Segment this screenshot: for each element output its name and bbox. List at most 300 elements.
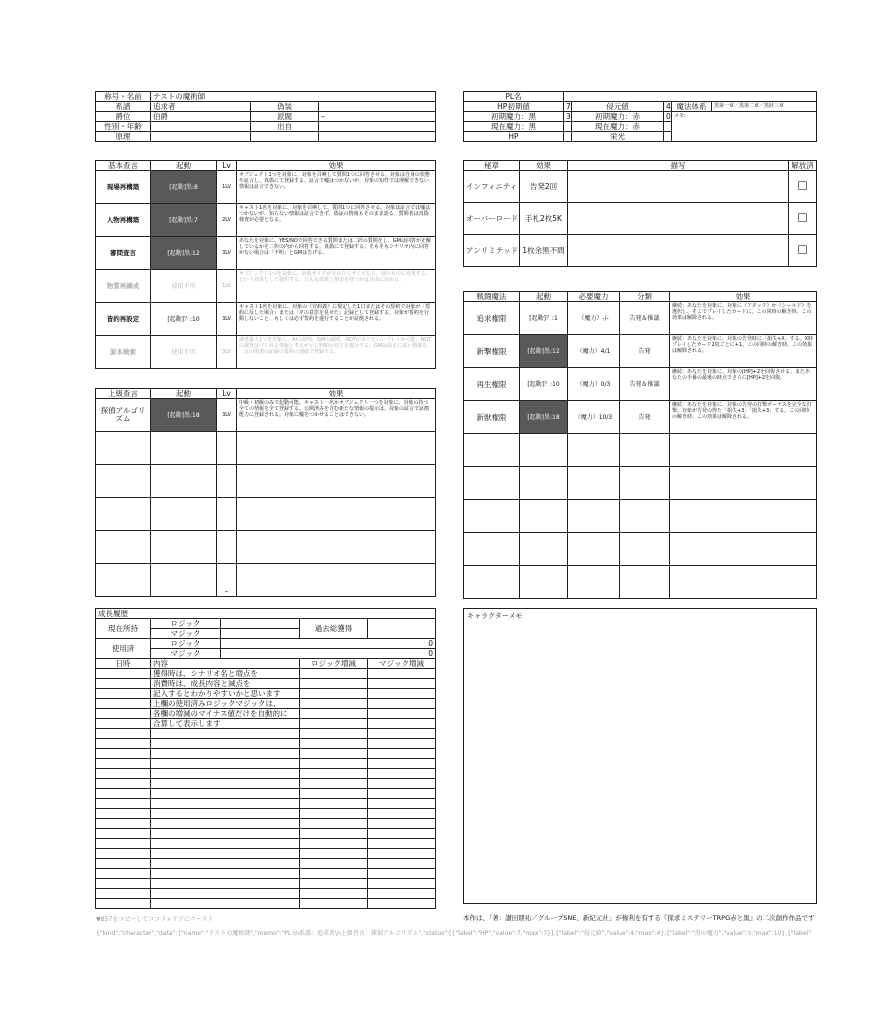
entry-date[interactable] [96,759,151,769]
magic-label: マジック [151,649,221,659]
entry-logic[interactable] [300,849,368,859]
magic-trigger[interactable]: [起動]黒:12 [520,335,568,368]
seal-row [464,235,817,267]
empty-cell[interactable] [237,432,436,465]
column-header: 解放済 [789,161,817,171]
entry-magic[interactable] [368,719,436,729]
growth-entry-row [96,819,436,829]
column-header: 上級查言 [96,389,151,399]
skill-effect: オブジェクト1つを対象に、対象サイズが手のひらサイズなら、別のものに変更する。という効果として使用する。どんな効果と損害を持つかは自由に決める。 [237,270,436,303]
entry-content[interactable] [151,889,300,899]
growth-title: 成長履歴 [96,609,436,619]
upper-empty-row [96,564,436,597]
entry-date[interactable] [96,709,151,719]
basic-header [96,161,436,171]
entry-content[interactable] [151,729,300,739]
entry-magic[interactable] [368,879,436,889]
entry-magic[interactable] [368,679,436,689]
entry-magic[interactable] [368,829,436,839]
column-header: マジック増減 [368,659,436,669]
empty-cell[interactable] [151,498,217,531]
entry-date[interactable] [96,729,151,739]
system-value: 黒第一章／黒第二章／黒狀三章 [712,102,817,112]
entry-magic[interactable] [368,699,436,709]
magic-row [464,302,817,335]
profile-row [96,122,436,132]
entry-magic[interactable] [368,859,436,869]
growth-entry-row [96,669,436,679]
entry-date[interactable] [96,889,151,899]
empty-cell[interactable] [217,465,237,498]
total-label: 過去総獲得 [300,619,368,639]
magic-cost: （魔力）4/1 [568,335,620,368]
released-checkbox[interactable] [798,213,807,222]
released-checkbox[interactable] [798,245,807,254]
seal-released-cell [789,171,817,203]
skill-level: 1LV [217,270,237,303]
entry-content[interactable] [151,849,300,859]
empty-cell[interactable] [151,564,217,597]
growth-history-table [95,608,436,909]
character-memo[interactable] [463,608,817,904]
seal-released-cell [789,235,817,267]
empty-cell[interactable] [670,533,817,566]
pl-memo[interactable]: メモ: [672,112,817,142]
seal-row [464,171,817,203]
entry-logic[interactable] [300,869,368,879]
empty-cell[interactable] [520,467,568,500]
pl-name-label: PL名 [464,92,564,102]
seal-released-cell [789,203,817,235]
column-header: 効果 [670,292,817,302]
entry-magic[interactable] [368,739,436,749]
entry-magic[interactable] [368,839,436,849]
entry-content[interactable] [151,819,300,829]
stat-label: 初期魔力：黒 [464,112,564,122]
entry-magic[interactable] [368,809,436,819]
column-header: 基本查言 [96,161,151,171]
empty-cell[interactable] [237,498,436,531]
entry-logic[interactable] [300,779,368,789]
seal-row [464,203,817,235]
stat-value[interactable] [564,122,572,132]
profile-label: 性別・年齢 [96,122,151,132]
empty-cell[interactable] [568,500,620,533]
empty-cell[interactable] [217,432,237,465]
entry-content[interactable] [151,879,300,889]
profile-value[interactable] [319,132,436,142]
growth-entry-row [96,759,436,769]
used-label: 使用済 [96,639,151,659]
seal-name: アンリミテッド [464,235,520,267]
entry-logic[interactable] [300,789,368,799]
stat-value[interactable]: 7 [564,102,572,112]
empty-cell[interactable] [464,566,520,599]
growth-entry-row [96,709,436,719]
stat-label: HP [464,132,564,142]
column-header: 日時 [96,659,151,669]
entry-logic[interactable] [300,799,368,809]
growth-entry-row [96,899,436,909]
entry-logic[interactable] [300,709,368,719]
empty-cell[interactable] [620,467,670,500]
stat-value[interactable] [564,132,572,142]
seal-description[interactable] [568,203,789,235]
skill-trigger[interactable]: [起動]黒:18 [151,399,217,432]
empty-cell[interactable] [620,434,670,467]
entry-content[interactable]: 上欄の使用済みロジックマジックは、 [151,699,300,709]
current-logic-value [221,619,300,629]
entry-date[interactable] [96,669,151,679]
column-header: 内容 [151,659,300,669]
column-header: 効果 [520,161,568,171]
pl-stat-row [464,112,817,122]
entry-date[interactable] [96,809,151,819]
copy-note: ▼B57をコピーしてココフォリアにペースト [96,916,214,923]
empty-cell[interactable] [464,533,520,566]
entry-magic[interactable] [368,669,436,679]
magic-trigger[interactable]: [起動]？:1 [520,302,568,335]
entry-logic[interactable] [300,679,368,689]
magic-name: 新撃権限 [464,335,520,368]
skill-effect: 調査最大1つを対象に、AIの説明、GMの説明、NOTがありといいプレイが可能。NOTの調査は守られる情報と考えが示し明暗の双方を提示する。GMは設定に従い情報を、一定の関連の記録の誓約の連続で登録する。 [237,336,436,369]
entry-content[interactable]: 消費時は、成長内容と減点を [151,679,300,689]
skill-trigger[interactable]: [起動]黒:7 [151,204,217,237]
empty-cell[interactable] [670,434,817,467]
entry-logic[interactable] [300,689,368,699]
empty-cell[interactable] [237,465,436,498]
skill-level: 3LV [217,237,237,270]
basic-skill-row [96,237,436,270]
magic-row [464,401,817,434]
profile-value[interactable]: 伯爵 [151,112,251,122]
empty-cell[interactable] [520,434,568,467]
entry-magic[interactable] [368,779,436,789]
released-checkbox[interactable] [798,181,807,190]
growth-entry-row [96,799,436,809]
skill-level: 1LV [217,171,237,204]
growth-entry-row [96,769,436,779]
entry-magic[interactable] [368,849,436,859]
profile-row [96,92,436,102]
entry-magic[interactable] [368,889,436,899]
profile-label: 偽装 [251,102,319,112]
skill-effect: オブジェクト1つを対象に、対象を召喚して質問1つに回答させる。対象は自身の状態や証言し、真偽にて登録する。証言で嘘はつかないが、対象の知性では理解できない情報は証言できない。 [237,171,436,204]
entry-logic[interactable] [300,859,368,869]
empty-cell[interactable] [464,467,520,500]
entry-magic[interactable] [368,709,436,719]
entry-magic[interactable] [368,799,436,809]
empty-cell[interactable] [96,498,151,531]
profile-value[interactable] [151,122,251,132]
empty-cell[interactable] [237,564,436,597]
profile-value[interactable] [151,132,251,142]
entry-logic[interactable] [300,739,368,749]
upper-header [96,389,436,399]
profile-label: 派閥 [251,112,319,122]
profile-row [96,132,436,142]
entry-date[interactable] [96,819,151,829]
magic-empty-row [464,434,817,467]
profile-value[interactable] [319,102,436,112]
upper-skill-table [95,388,436,597]
entry-content[interactable]: 合算して表示します [151,719,300,729]
entry-date[interactable] [96,839,151,849]
entry-content[interactable] [151,749,300,759]
stat-value[interactable]: 0 [664,112,672,122]
entry-logic[interactable] [300,669,368,679]
entry-logic[interactable] [300,749,368,759]
growth-entry-row [96,679,436,689]
entry-logic[interactable] [300,829,368,839]
magic-empty-row [464,467,817,500]
entry-content[interactable]: 各欄の増減のマイナス値だけを自動的に [151,709,300,719]
profile-label: 爵位 [96,112,151,122]
empty-cell[interactable] [568,467,620,500]
magic-trigger[interactable]: [起動]黒:18 [520,401,568,434]
entry-magic[interactable] [368,899,436,909]
entry-content[interactable] [151,839,300,849]
entry-logic[interactable] [300,839,368,849]
entry-content[interactable] [151,869,300,879]
basic-skill-row [96,204,436,237]
entry-magic[interactable] [368,689,436,699]
magic-cost: （魔力）10/3 [568,401,620,434]
empty-cell[interactable] [151,432,217,465]
entry-magic[interactable] [368,749,436,759]
growth-entry-row [96,849,436,859]
growth-entry-row [96,869,436,879]
magic-type: 告発＆推議 [620,368,670,401]
player-table [463,91,817,142]
profile-value[interactable] [319,122,436,132]
growth-entry-row [96,859,436,869]
entry-date[interactable] [96,879,151,889]
empty-cell[interactable] [151,465,217,498]
used-logic-value: 0 [221,639,436,649]
skill-trigger[interactable]: [起動]？:10 [151,303,217,336]
empty-cell[interactable] [237,531,436,564]
skill-name: 原本検索 [96,336,151,369]
growth-entry-row [96,739,436,749]
entry-logic[interactable] [300,879,368,889]
empty-cell[interactable] [96,432,151,465]
entry-magic[interactable] [368,789,436,799]
entry-date[interactable] [96,689,151,699]
entry-date[interactable] [96,719,151,729]
column-header: 必要魔力 [568,292,620,302]
basic-skill-row [96,303,436,336]
skill-effect: あなたを対象に、YES/NOで回答できる質問または二択の質問をし、GMは回答が正解しているかを二択の内から回答する。真偽にて登録する。そもそもシナリオ内に回答がない場合は「不明」とGMは告げる。 [237,237,436,270]
entry-date[interactable] [96,699,151,709]
skill-trigger[interactable]: 使用不可 [151,270,217,303]
skill-trigger[interactable]: [起動]黒:8 [151,171,217,204]
upper-empty-row [96,531,436,564]
entry-magic[interactable] [368,869,436,879]
entry-date[interactable] [96,779,151,789]
growth-entry-row [96,829,436,839]
seal-effect: 手札2枚5K [520,203,568,235]
upper-empty-row [96,432,436,465]
skill-name: 人物再構築 [96,204,151,237]
entry-date[interactable] [96,869,151,879]
magic-effect: 継続：あなたを対象に、対象に《アタック》か《シールド》を選択し、そこでプレイしたカードに、この同時の解き時、この効果は解除される。 [670,302,817,335]
growth-used-row [96,639,436,649]
entry-content[interactable] [151,759,300,769]
entry-content[interactable] [151,809,300,819]
empty-cell[interactable] [151,531,217,564]
entry-logic[interactable] [300,719,368,729]
entry-content[interactable] [151,739,300,749]
column-header: 戦闘魔法 [464,292,520,302]
empty-cell[interactable] [568,533,620,566]
magic-effect: 継続：あなたを対象に、対象の告発の打撃ボーナスを完全な打撃。対象が告発の得た「損失+3」「損失+3」する。この同時の解き時、この効果は解除される。 [670,401,817,434]
profile-value[interactable]: 追求者 [151,102,251,112]
profile-label: 系譜 [96,102,151,112]
entry-date[interactable] [96,749,151,759]
magic-empty-row [464,566,817,599]
growth-title-row [96,609,436,619]
entry-content[interactable] [151,769,300,779]
empty-cell[interactable] [670,467,817,500]
empty-cell[interactable] [670,566,817,599]
entry-date[interactable] [96,769,151,779]
entry-logic[interactable] [300,819,368,829]
empty-cell[interactable] [464,500,520,533]
magic-trigger[interactable]: [起動]？:10 [520,368,568,401]
empty-cell[interactable] [620,566,670,599]
empty-cell[interactable] [520,533,568,566]
profile-value[interactable]: – [319,112,436,122]
upper-empty-row [96,498,436,531]
empty-cell[interactable] [568,434,620,467]
entry-date[interactable] [96,739,151,749]
entry-content[interactable] [151,799,300,809]
empty-cell[interactable] [96,465,151,498]
profile-label: 原理 [96,132,151,142]
skill-level: 3LV [217,336,237,369]
entry-date[interactable] [96,789,151,799]
entry-logic[interactable] [300,809,368,819]
empty-cell[interactable] [520,566,568,599]
used-magic-value: 0 [221,649,436,659]
profile-label [251,132,319,142]
profile-label: 称号・名前 [96,92,151,102]
empty-cell[interactable] [568,566,620,599]
stat-label: 現在魔力：黒 [464,122,564,132]
growth-entry-row [96,699,436,709]
empty-cell[interactable] [620,500,670,533]
column-header: 起動 [151,389,217,399]
stat-value[interactable]: 3 [564,112,572,122]
total-value [368,619,436,639]
skill-name: 物質再繰成 [96,270,151,303]
growth-col-header [96,659,436,669]
entry-date[interactable] [96,859,151,869]
growth-entry-row [96,749,436,759]
entry-magic[interactable] [368,729,436,739]
skill-level: 3LV [217,399,237,432]
skill-trigger[interactable]: 使用不可 [151,336,217,369]
pl-stat-row [464,102,817,112]
entry-date[interactable] [96,679,151,689]
skill-effect: 中級・初級のみで起動可能。キャスト一名かオブジェクト一つを対象に、対象の持つ全ての情報を全て登録する。公開済みを含む新たな情報の提示は、対象の証言で証拠能力に登録される。対象に嘘をつかせることはできない。 [237,399,436,432]
empty-cell[interactable]: – [217,564,237,597]
skill-name: 現場再構築 [96,171,151,204]
entry-magic[interactable] [368,819,436,829]
entry-logic[interactable] [300,729,368,739]
magic-effect: 継続：あなたを対象に、対象の[HP]+2を回復させる。またあなたの手番の最後の時点でさらに[HP]+2を回復。 [670,368,817,401]
entry-magic[interactable] [368,759,436,769]
empty-cell[interactable] [217,498,237,531]
column-header: 起動 [151,161,217,171]
growth-entry-row [96,779,436,789]
logic-label: ロジック [151,619,221,629]
entry-magic[interactable] [368,769,436,779]
entry-date[interactable] [96,849,151,859]
empty-cell[interactable] [96,564,151,597]
empty-cell[interactable] [620,533,670,566]
empty-cell[interactable] [520,500,568,533]
growth-entry-row [96,839,436,849]
empty-cell[interactable] [670,500,817,533]
entry-date[interactable] [96,899,151,909]
magic-type: 告発＆推議 [620,302,670,335]
entry-content[interactable] [151,899,300,909]
entry-content[interactable] [151,779,300,789]
entry-logic[interactable] [300,759,368,769]
empty-cell[interactable] [464,434,520,467]
empty-cell[interactable] [217,531,237,564]
seal-description[interactable] [568,171,789,203]
profile-value[interactable]: テストの魔術師 [151,92,436,102]
seal-name: インフィニティ [464,171,520,203]
growth-entry-row [96,729,436,739]
basic-skill-row [96,171,436,204]
json-output-line[interactable]: {"kind":"character","data":{"name":"テストの魔術師","memo":"PL:\n系譜：追求者\n上級査言：探偵アルゴリズム","status":[{"label":"HP","value":7,"max":7}],{"label":"侵元値","value":4,"max":4},{"label":"黒の魔力","value":3,"max":10},{"label" [96,930,811,937]
profile-row [96,112,436,122]
entry-logic[interactable] [300,699,368,709]
column-header: 秘章 [464,161,520,171]
entry-content[interactable] [151,829,300,839]
empty-cell[interactable] [96,531,151,564]
stat-value[interactable] [664,132,672,142]
entry-content[interactable]: 獲得時は、シナリオ名と増点を [151,669,300,679]
entry-date[interactable] [96,829,151,839]
skill-level: 3LV [217,303,237,336]
magic-row [464,368,817,401]
stat-label: 栄光 [572,132,664,142]
skill-name: 審問査言 [96,237,151,270]
seal-description[interactable] [568,235,789,267]
stat-value[interactable] [664,122,672,132]
entry-content[interactable]: 記入するとわかりやすいかと思います [151,689,300,699]
magic-name: 新獣権限 [464,401,520,434]
stat-value[interactable]: 4 [664,102,672,112]
pl-name-value[interactable] [564,92,817,102]
entry-date[interactable] [96,799,151,809]
entry-content[interactable] [151,789,300,799]
skill-trigger[interactable]: [起動]黒:12 [151,237,217,270]
entry-logic[interactable] [300,899,368,909]
skill-effect: キャスト1名を対象に、対象の《宣約義》に規定した1日またはその誓約で対象が「誓約に反した場合」または「その意思を見せた」記録として登録する。対象が誓約を行動しないこと、もしくは必ず誓約を遂行することが証拠される。 [237,303,436,336]
seal-effect: 1枚余黒不問 [520,235,568,267]
growth-entry-row [96,689,436,699]
entry-content[interactable] [151,859,300,869]
entry-logic[interactable] [300,769,368,779]
entry-logic[interactable] [300,889,368,899]
growth-entry-row [96,879,436,889]
